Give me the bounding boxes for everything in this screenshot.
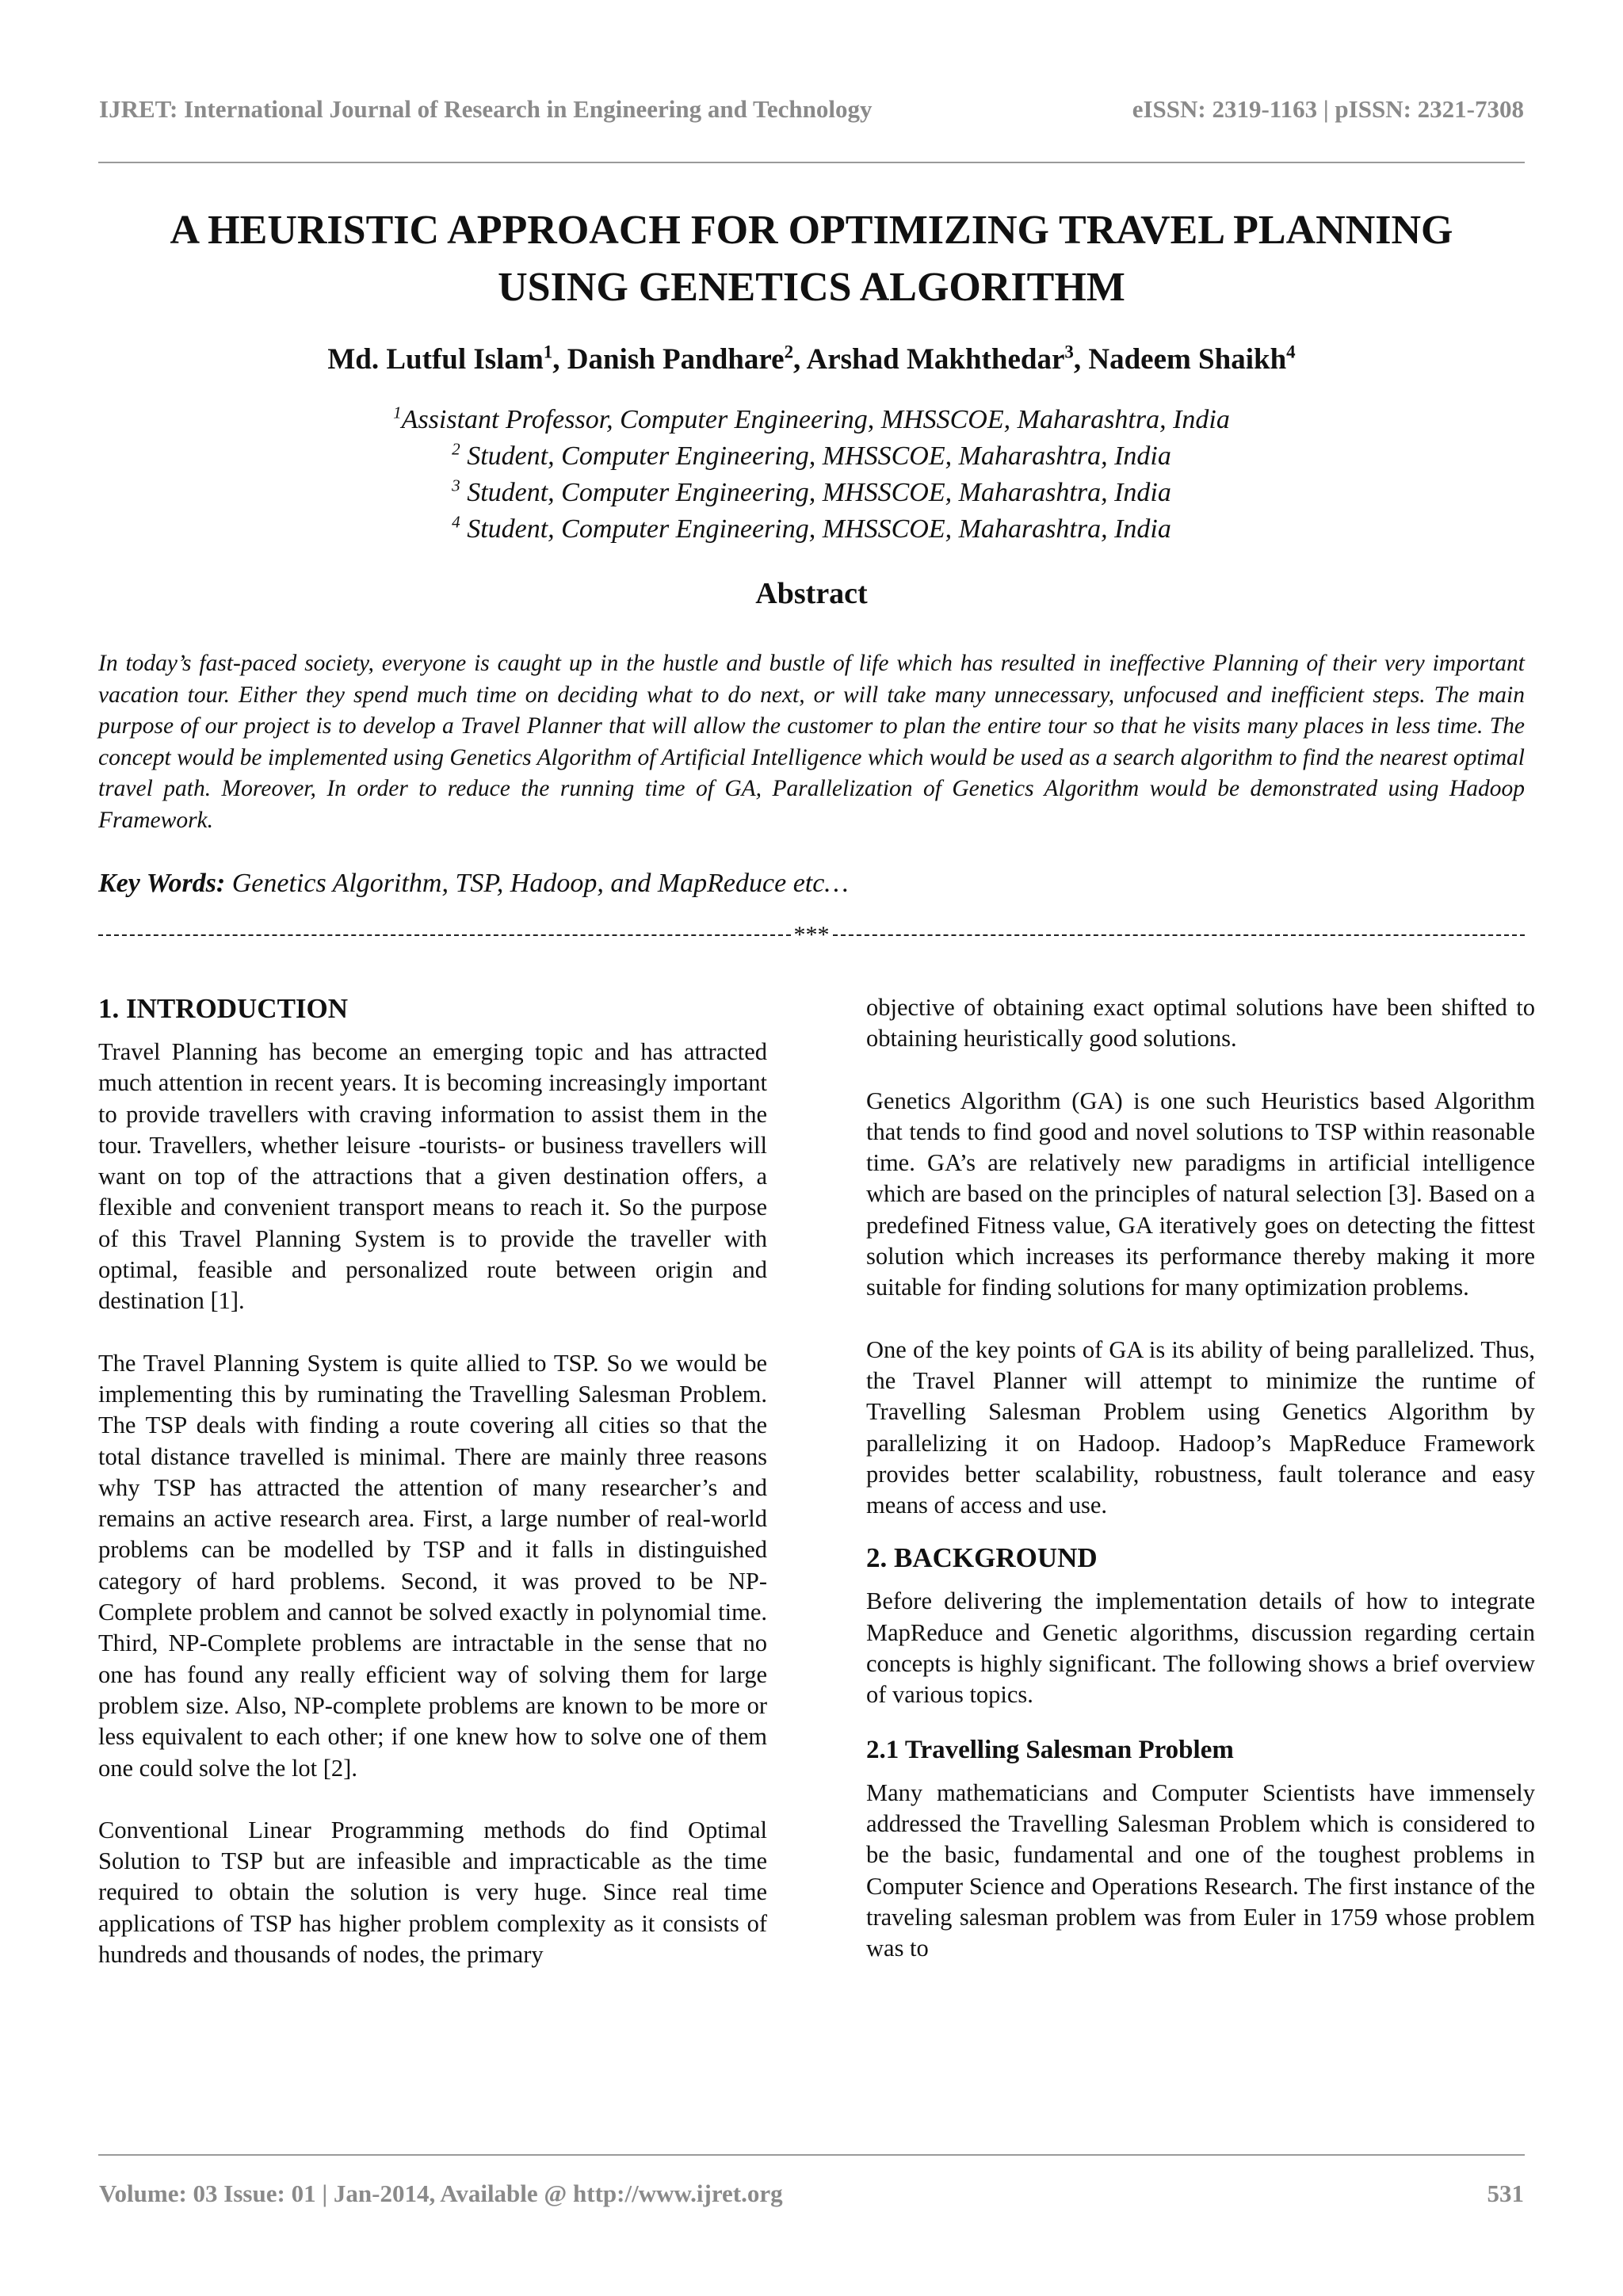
intro-paragraph-5: Genetics Algorithm (GA) is one such Heuristics based Algorithm that tends to find good and novel solutions to TSP within reasonable time. GA’s are relatively new paradigms in artificial intelligence which are based on the principles of natural selection [3]. Based on a predefined Fitness value, GA iteratively goes on detecting the fittest solution which increases its performance thereby making it more suitable for finding solutions for many optimization problems.	[866, 1087, 1535, 1301]
affil-text: Assistant Professor, Computer Engineering, MHSSCOE, Maharashtra, India	[401, 405, 1230, 434]
affil-text: Student, Computer Engineering, MHSSCOE, Maharashtra, India	[460, 478, 1171, 507]
keywords-text: Genetics Algorithm, TSP, Hadoop, and MapReduce etc…	[225, 869, 849, 898]
affiliation	[98, 475, 1525, 511]
paper-title	[98, 202, 1525, 316]
journal-name: IJRET: International Journal of Research in Engineering and Technology	[99, 95, 873, 123]
left-column	[98, 991, 767, 1970]
intro-paragraph-2: The Travel Planning System is quite allied to TSP. So we would be implementing this by ruminating the Travelling Salesman Problem. The TSP deals with finding a route covering all cities so that the total distance travelled is minimal. There are mainly three reasons why TSP has attracted the attention of many researcher’s and remains an active research area. First, a large number of real-world problems can be modelled by TSP and it falls in distinguished category of hard problems. Second, it was proved to be NP-Complete problem and cannot be solved exactly in polynomial time. Third, NP-Complete problems are intractable in the sense that no one has found any really efficient way of solving them for large problem size. Also, NP-complete problems are known to be more or less equivalent to each other; if one knew how to solve one of them one could solve the lot [2].	[98, 1349, 767, 1782]
affiliation	[98, 402, 1525, 438]
intro-paragraph-6: One of the key points of GA is its ability of being parallelized. Thus, the Travel Planner will attempt to minimize the runtime of Travelling Salesman Problem using Genetics Algorithm by parallelizing it on Hadoop. Hadoop’s MapReduce Framework provides better scalability, robustness, fault tolerance and easy means of access and use.	[866, 1335, 1535, 1519]
affiliation-list	[98, 402, 1525, 548]
intro-paragraph-4: objective of obtaining exact optimal solutions have been shifted to obtaining heuristically good solutions.	[866, 994, 1535, 1052]
author-affil-mark: 2	[784, 342, 794, 362]
header-rule	[98, 162, 1525, 163]
section-heading-background: 2. BACKGROUND	[866, 1542, 1098, 1574]
right-column	[866, 992, 1535, 1964]
title-line-1: A HEURISTIC APPROACH FOR OPTIMIZING TRAVEL PLANNING	[170, 208, 1453, 253]
affil-mark: 2	[452, 439, 460, 459]
divider-stars: ***	[793, 922, 830, 948]
author-name: Nadeem Shaikh	[1088, 343, 1287, 376]
divider-dashes-right	[833, 934, 1526, 936]
affil-mark: 1	[393, 403, 402, 422]
keywords-label: Key Words:	[98, 869, 226, 898]
affil-text: Student, Computer Engineering, MHSSCOE, Maharashtra, India	[460, 441, 1171, 471]
volume-info: Volume: 03 Issue: 01 | Jan-2014, Available @ http://www.ijret.org	[99, 2179, 783, 2207]
page-footer	[99, 2179, 1524, 2208]
abstract-heading: Abstract	[755, 577, 868, 610]
section-divider	[98, 922, 1525, 949]
intro-paragraph-1: Travel Planning has become an emerging topic and has attracted much attention in recent years. It is becoming increasingly important to provide travellers with craving information to assist them in the tour. Travellers, whether leisure -tourists- or business travellers will want on top of the attractions that a given destination offers, a flexible and convenient transport means to reach it. So the purpose of this Travel Planning System is to provide the traveller with optimal, feasible and personalized route between origin and destination [1].	[98, 1038, 767, 1315]
affiliation	[98, 438, 1525, 475]
affil-mark: 4	[452, 512, 460, 532]
issn: eISSN: 2319-1163 | pISSN: 2321-7308	[1132, 95, 1524, 123]
author-affil-mark: 3	[1064, 342, 1074, 362]
abstract-text: In today’s fast-paced society, everyone is caught up in the hustle and bustle of life which has resulted in ineffective Planning of their very important vacation tour. Either they spend much time on deciding what to do next, or will take many unnecessary, unfocused and inefficient steps. The main purpose of our project is to develop a Travel Planner that will allow the customer to plan the entire tour so that he visits many places in less time. The concept would be implemented using Genetics Algorithm of Artificial Intelligence which would be used as a search algorithm to find the nearest optimal travel path. Moreover, In order to reduce the running time of GA, Parallelization of Genetics Algorithm would be demonstrated using Hadoop Framework.	[98, 651, 1525, 833]
divider-dashes-left	[98, 934, 791, 936]
author-name: Danish Pandhare	[567, 343, 785, 376]
affil-text: Student, Computer Engineering, MHSSCOE, Maharashtra, India	[460, 514, 1171, 544]
tsp-paragraph: Many mathematicians and Computer Scientists have immensely addressed the Travelling Salesman Problem which is considered to be the basic, fundamental and one of the toughest problems in Computer Science and Operations Research. The first instance of the traveling salesman problem was from Euler in 1759 whose problem was to	[866, 1778, 1535, 1962]
intro-paragraph-3: Conventional Linear Programming methods do find Optimal Solution to TSP but are infeasible and impracticable as the time required to obtain the solution is very huge. Since real time applications of TSP has higher problem complexity as it consists of hundreds and thousands of nodes, the primary	[98, 1816, 767, 1969]
subsection-heading-tsp: 2.1 Travelling Salesman Problem	[866, 1735, 1234, 1764]
keywords	[98, 869, 1525, 899]
running-header	[99, 95, 1524, 124]
background-paragraph: Before delivering the implementation details of how to integrate MapReduce and Genetic algorithms, discussion regarding certain concepts is highly significant. The following shows a brief overview of various topics.	[866, 1587, 1535, 1709]
author-list: Md. Lutful Islam$^1$, Danish Pandhare$^2$, Arshad Makhthedar$^3$, Nadeem Shaikh$^4$	[327, 342, 1296, 376]
affiliation	[98, 511, 1525, 548]
author-name: Md. Lutful Islam	[327, 343, 544, 376]
affil-mark: 3	[452, 476, 460, 495]
section-heading-introduction: 1. INTRODUCTION	[98, 993, 349, 1024]
title-line-2: USING GENETICS ALGORITHM	[498, 265, 1125, 310]
footer-rule	[98, 2154, 1525, 2156]
author-name: Arshad Makhthedar	[806, 343, 1065, 376]
author-affil-mark: 1	[543, 342, 553, 362]
page-number: 531	[1487, 2179, 1524, 2207]
author-affil-mark: 4	[1286, 342, 1296, 362]
